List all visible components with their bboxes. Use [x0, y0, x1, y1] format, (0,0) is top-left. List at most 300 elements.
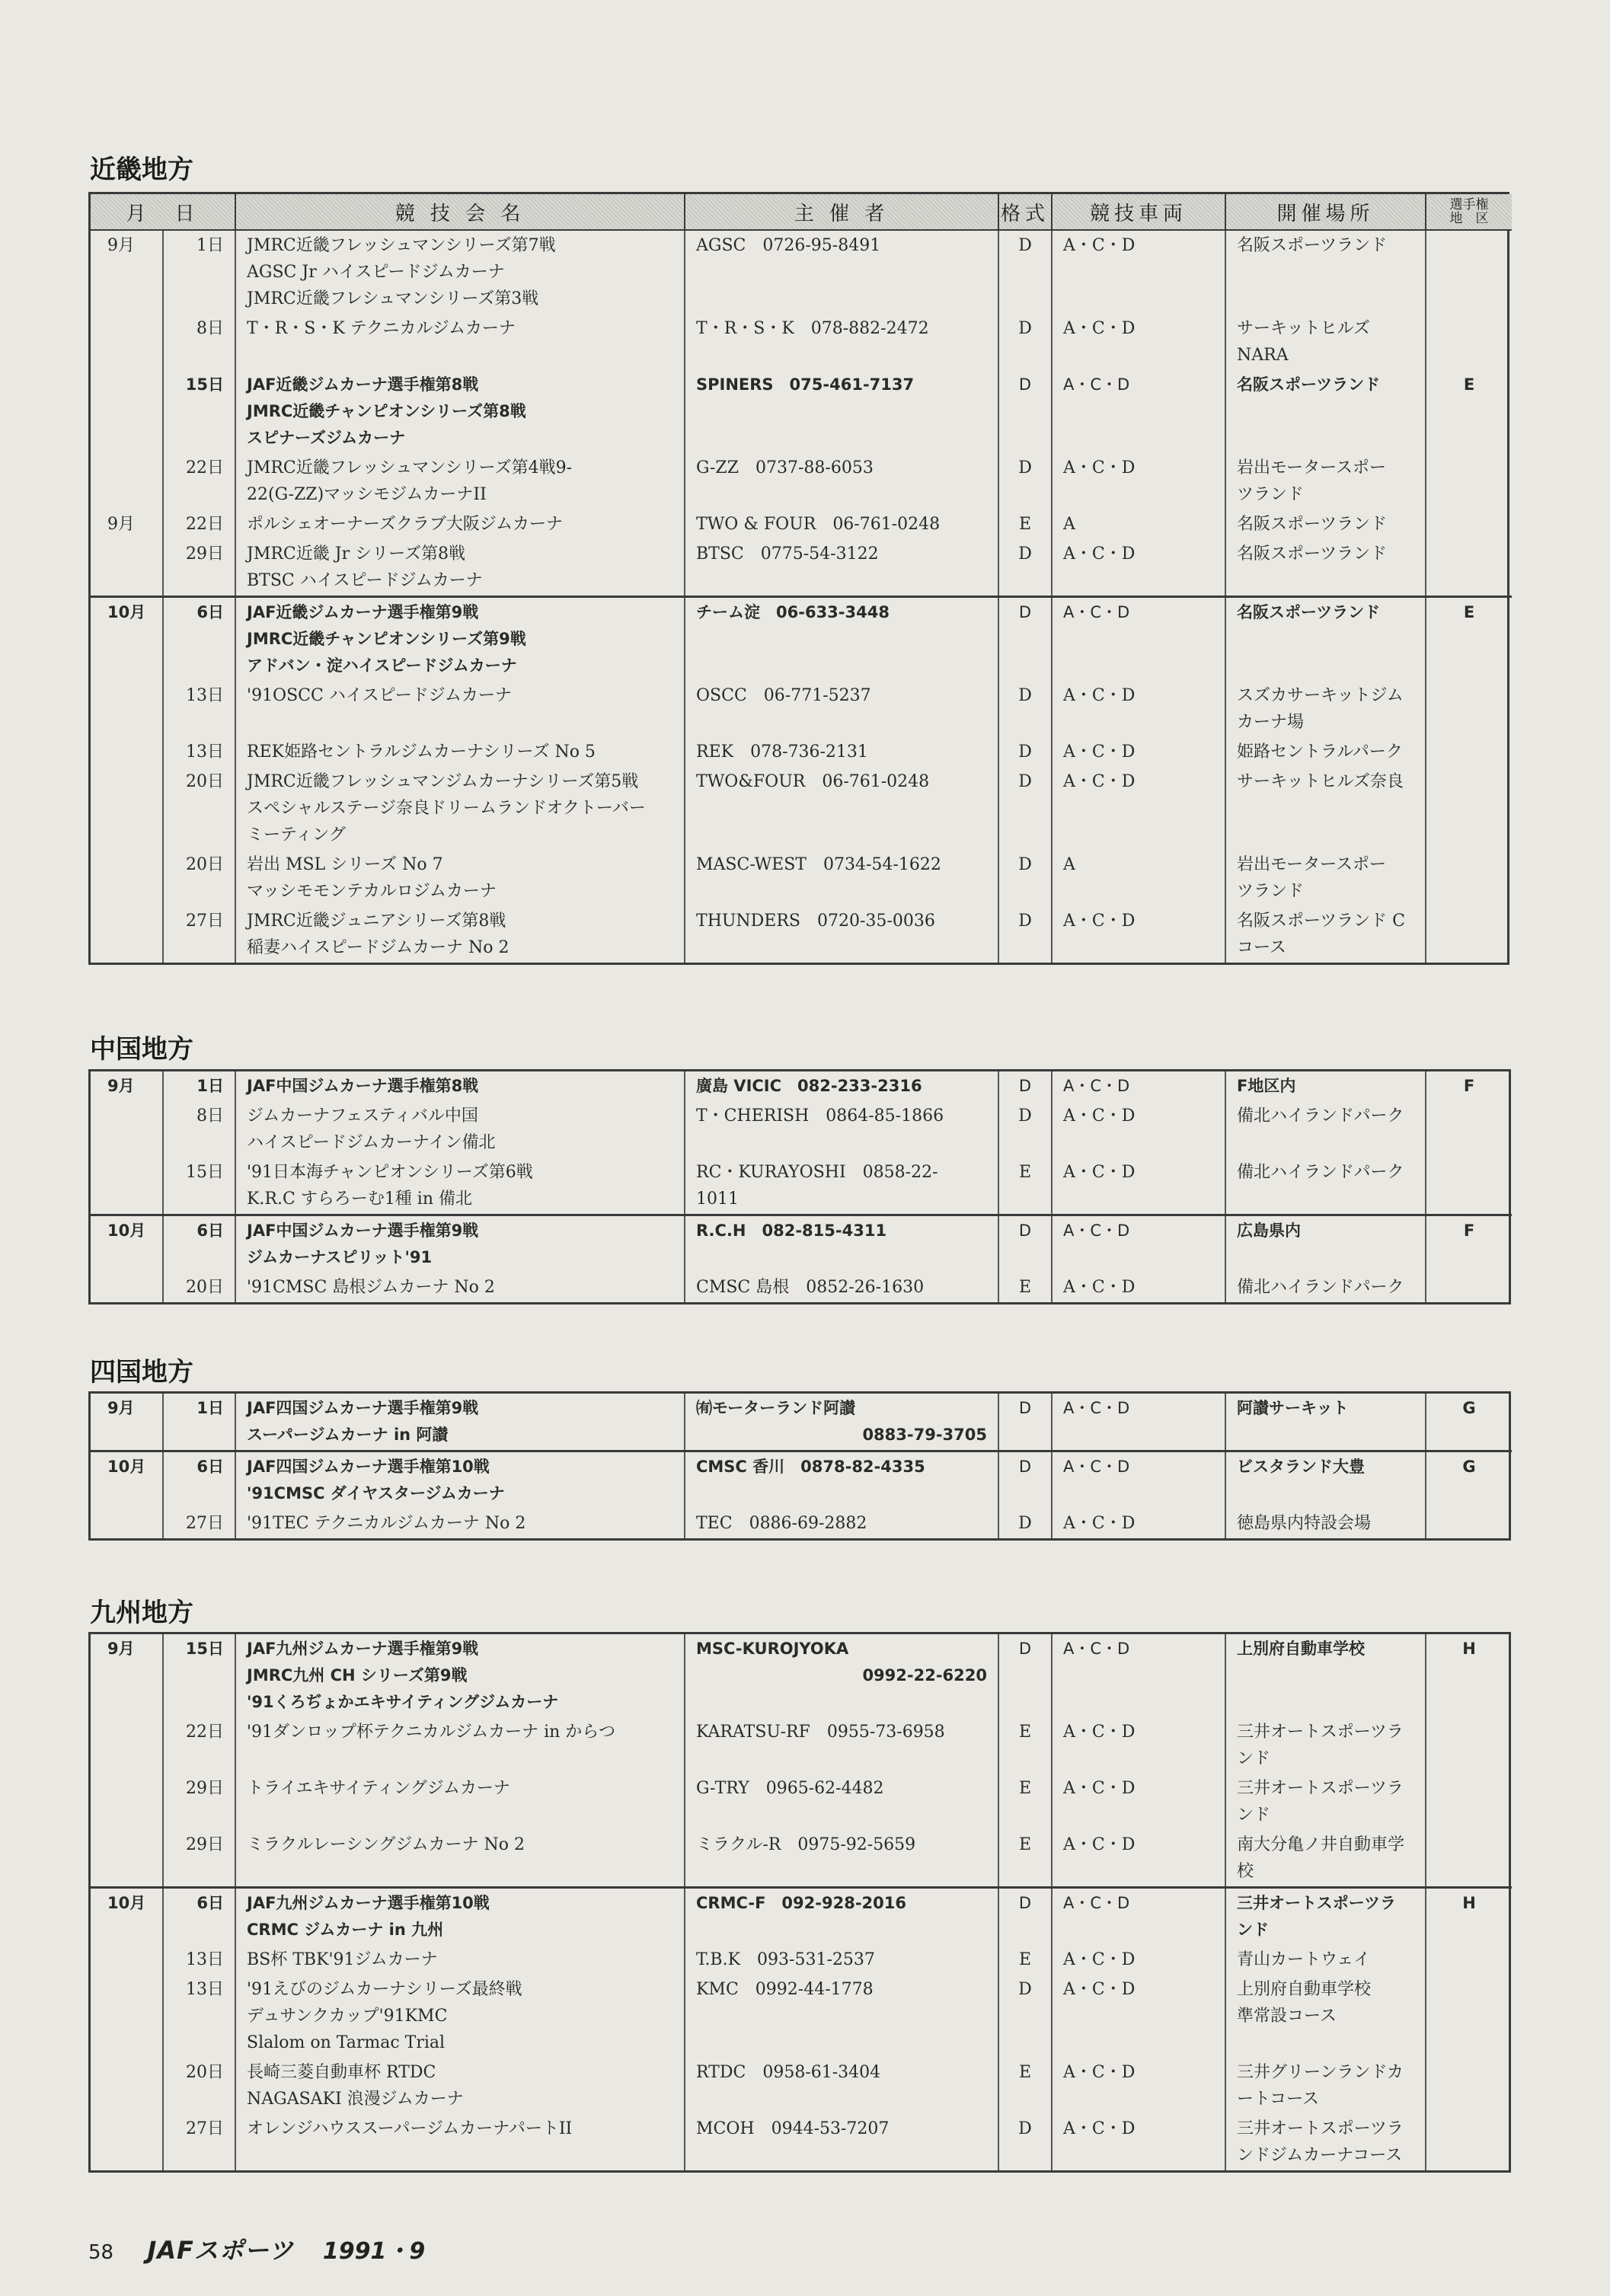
format-cell: D: [998, 1394, 1052, 1451]
organizer-name: REK 078-736-2131: [696, 742, 868, 762]
format-cell: D: [998, 1071, 1052, 1101]
format-cell: D: [998, 1634, 1052, 1717]
venue-cell: 姫路セントラルパーク: [1225, 737, 1426, 767]
month-cell: [91, 906, 163, 963]
day-cell: 8日: [163, 314, 235, 370]
header-row: [91, 194, 1512, 230]
format-cell: D: [998, 737, 1052, 767]
championship-region-cell: E: [1426, 597, 1512, 682]
vehicle-class-cell: A・C・D: [1052, 370, 1225, 453]
organizer-name: CMSC 香川 0878-82-4335: [696, 1458, 925, 1476]
organizer-name: T・CHERISH 0864-85-1866: [696, 1106, 944, 1126]
table-row: [91, 681, 1512, 737]
championship-region-cell: [1426, 906, 1512, 963]
venue-cell: 岩出モータースポー ツランド: [1225, 453, 1426, 509]
organizer-cell: [685, 1975, 998, 2058]
month-cell: 9月: [107, 1399, 135, 1417]
venue-cell: 名阪スポーツランド: [1225, 230, 1426, 314]
month-cell: [91, 370, 163, 453]
organizer-cell: [685, 906, 998, 963]
championship-region-cell: [1426, 2114, 1512, 2170]
table-row: [91, 1215, 1512, 1273]
vehicle-class-cell: A・C・D: [1052, 1101, 1225, 1158]
table-row: [91, 597, 1512, 682]
vehicle-class-cell: A・C・D: [1052, 1774, 1225, 1830]
table-row: [91, 539, 1512, 597]
vehicle-class-cell: A・C・D: [1052, 2114, 1225, 2170]
day-cell: 22日: [163, 1717, 235, 1774]
day-cell: 29日: [163, 539, 235, 597]
championship-region-cell: [1426, 1774, 1512, 1830]
organizer-name: チーム淀 06-633-3448: [696, 603, 890, 621]
table-row: [91, 2114, 1512, 2170]
month-cell: [91, 1101, 163, 1158]
vehicle-class-cell: A・C・D: [1052, 2058, 1225, 2114]
organizer-cell: [685, 1071, 998, 1101]
month-cell: 10月: [91, 1888, 163, 1946]
table-row: [91, 906, 1512, 963]
venue-cell: 名阪スポーツランド: [1225, 509, 1426, 539]
vehicle-class-cell: A・C・D: [1052, 1451, 1225, 1509]
vehicle-class-cell: A・C・D: [1052, 597, 1225, 682]
day-cell: 20日: [163, 767, 235, 850]
organizer-name: CRMC-F 092-928-2016: [696, 1894, 906, 1912]
day-cell: 13日: [163, 1975, 235, 2058]
venue-cell: 備北ハイランドパーク: [1225, 1101, 1426, 1158]
month-cell: [91, 767, 163, 850]
venue-cell: 青山カートウェイ: [1225, 1945, 1426, 1975]
day-cell: 13日: [163, 737, 235, 767]
day-cell: 27日: [163, 2114, 235, 2170]
section-title: 近畿地方: [90, 155, 193, 185]
format-cell: D: [998, 1451, 1052, 1509]
format-cell: E: [998, 1273, 1052, 1302]
month-cell: [91, 314, 163, 370]
organizer-name: BTSC 0775-54-3122: [696, 544, 879, 564]
format-cell: D: [998, 230, 1052, 314]
championship-region-cell: [1426, 681, 1512, 737]
format-cell: D: [998, 453, 1052, 509]
championship-region-cell: [1426, 1273, 1512, 1302]
organizer-name: AGSC 0726-95-8491: [696, 236, 881, 255]
day-cell: 29日: [163, 1830, 235, 1888]
venue-cell: 備北ハイランドパーク: [1225, 1158, 1426, 1215]
championship-region-cell: E: [1426, 370, 1512, 453]
event-name-cell: 長崎三菱自動車杯 RTDC NAGASAKI 浪漫ジムカーナ: [235, 2058, 685, 2114]
vehicle-class-cell: A・C・D: [1052, 1888, 1225, 1946]
vehicle-class-cell: A・C・D: [1052, 737, 1225, 767]
event-name-cell: JAF四国ジムカーナ選手権第9戦 スーパージムカーナ in 阿讃: [235, 1394, 685, 1451]
event-name-cell: JAF四国ジムカーナ選手権第10戦 '91CMSC ダイヤスタージムカーナ: [235, 1451, 685, 1509]
format-cell: D: [998, 906, 1052, 963]
vehicle-class-cell: A・C・D: [1052, 230, 1225, 314]
issue-date: 1991・9: [322, 2238, 426, 2265]
month-cell: [91, 539, 163, 597]
section-title: 四国地方: [90, 1357, 193, 1387]
table-row: [91, 370, 1512, 453]
organizer-name: THUNDERS 0720-35-0036: [696, 912, 935, 931]
championship-region-cell: [1426, 1101, 1512, 1158]
event-name-cell: '91えびのジムカーナシリーズ最終戦 デュサンクカップ'91KMC Slalom on Tarmac Trial: [235, 1975, 685, 2058]
event-name-cell: '91日本海チャンピオンシリーズ第6戦 K.R.C すらろーむ1種 in 備北: [235, 1158, 685, 1215]
championship-region-cell: H: [1426, 1634, 1512, 1717]
format-cell: E: [998, 2058, 1052, 2114]
organizer-name: T・R・S・K 078-882-2472: [696, 319, 929, 338]
championship-region-cell: [1426, 1717, 1512, 1774]
venue-cell: 三井オートスポーツラ ンド: [1225, 1774, 1426, 1830]
venue-cell: サーキットヒルズ奈良: [1225, 767, 1426, 850]
event-name-cell: JAF中国ジムカーナ選手権第8戦: [235, 1071, 685, 1101]
table-row: [91, 737, 1512, 767]
header-event: 競 技 会 名: [235, 194, 685, 230]
vehicle-class-cell: A・C・D: [1052, 767, 1225, 850]
table-row: [91, 1158, 1512, 1215]
format-cell: E: [998, 1945, 1052, 1975]
day-cell: 13日: [163, 1945, 235, 1975]
event-name-cell: BS杯 TBK'91ジムカーナ: [235, 1945, 685, 1975]
organizer-cell: [685, 2058, 998, 2114]
organizer-name: T.B.K 093-531-2537: [696, 1950, 875, 1969]
format-cell: E: [998, 1830, 1052, 1888]
organizer-name: SPINERS 075-461-7137: [696, 375, 915, 394]
event-name-cell: '91OSCC ハイスピードジムカーナ: [235, 681, 685, 737]
organizer-cell: [685, 1215, 998, 1273]
format-cell: D: [998, 597, 1052, 682]
day-cell: 6日: [163, 1215, 235, 1273]
day-cell: 1日: [163, 230, 235, 314]
organizer-cell: [685, 850, 998, 906]
venue-cell: 上別府自動車学校: [1225, 1634, 1426, 1717]
day-cell: 22日: [163, 509, 235, 539]
organizer-name: R.C.H 082-815-4311: [696, 1221, 887, 1240]
month-cell: 9月: [107, 1077, 135, 1095]
venue-cell: サーキットヒルズ NARA: [1225, 314, 1426, 370]
month-cell: [91, 453, 163, 509]
venue-cell: スズカサーキットジム カーナ場: [1225, 681, 1426, 737]
table-row: [91, 314, 1512, 370]
organizer-name: MCOH 0944-53-7207: [696, 2119, 890, 2138]
organizer-name: ㈲モーターランド阿讃: [696, 1399, 856, 1417]
day-cell: 15日: [163, 1634, 235, 1717]
format-cell: D: [998, 1509, 1052, 1538]
month-cell: [91, 1830, 163, 1888]
organizer-cell: [685, 1273, 998, 1302]
organizer-cell: [685, 597, 998, 682]
championship-region-cell: [1426, 1509, 1512, 1538]
format-cell: D: [998, 1101, 1052, 1158]
event-name-cell: JAF九州ジムカーナ選手権第9戦 JMRC九州 CH シリーズ第9戦 '91くろぢょかエキサイティングジムカーナ: [235, 1634, 685, 1717]
month-cell: 10月: [91, 597, 163, 682]
month-cell: 9月: [107, 236, 135, 255]
event-name-cell: JAF近畿ジムカーナ選手権第9戦 JMRC近畿チャンピオンシリーズ第9戦 アドバン・淀ハイスピードジムカーナ: [235, 597, 685, 682]
table-row: [91, 1830, 1512, 1888]
month-cell: 9月: [107, 1640, 135, 1658]
month-cell: 9月: [107, 515, 135, 534]
championship-region-cell: F: [1426, 1215, 1512, 1273]
championship-region-cell: [1426, 230, 1512, 314]
table-row: [91, 1273, 1512, 1302]
magazine-name: JAFスポーツ: [147, 2236, 294, 2265]
championship-region-cell: [1426, 737, 1512, 767]
event-name-cell: JMRC近畿 Jr シリーズ第8戦 BTSC ハイスピードジムカーナ: [235, 539, 685, 597]
event-name-cell: JMRC近畿フレッシュマンジムカーナシリーズ第5戦 スペシャルステージ奈良ドリームランドオクトーバー ミーティング: [235, 767, 685, 850]
organizer-name: G-TRY 0965-62-4482: [696, 1779, 884, 1798]
vehicle-class-cell: A・C・D: [1052, 1717, 1225, 1774]
table-row: [91, 1101, 1512, 1158]
championship-region-cell: [1426, 2058, 1512, 2114]
day-cell: 8日: [163, 1101, 235, 1158]
event-name-cell: JMRC近畿ジュニアシリーズ第8戦 稲妻ハイスピードジムカーナ No 2: [235, 906, 685, 963]
championship-region-cell: [1426, 509, 1512, 539]
vehicle-class-cell: A・C・D: [1052, 1215, 1225, 1273]
event-name-cell: '91ダンロップ杯テクニカルジムカーナ in からつ: [235, 1717, 685, 1774]
organizer-cell: [685, 1888, 998, 1946]
table-row: [91, 767, 1512, 850]
vehicle-class-cell: A・C・D: [1052, 1975, 1225, 2058]
championship-region-cell: [1426, 314, 1512, 370]
header-region: 選手権 地 区: [1426, 194, 1512, 230]
schedule-table: [88, 1391, 1511, 1541]
format-cell: E: [998, 509, 1052, 539]
month-cell: 10月: [91, 1451, 163, 1509]
venue-cell: 徳島県内特設会場: [1225, 1509, 1426, 1538]
day-cell: 15日: [163, 1158, 235, 1215]
section-title: 九州地方: [90, 1598, 193, 1628]
vehicle-class-cell: A・C・D: [1052, 906, 1225, 963]
championship-region-cell: [1426, 1975, 1512, 2058]
championship-region-cell: [1426, 1830, 1512, 1888]
day-cell: 27日: [163, 1509, 235, 1538]
venue-cell: 名阪スポーツランド: [1225, 370, 1426, 453]
month-cell: [91, 850, 163, 906]
header-format: 格式: [998, 194, 1052, 230]
organizer-name: KARATSU-RF 0955-73-6958: [696, 1723, 945, 1742]
vehicle-class-cell: A・C・D: [1052, 1509, 1225, 1538]
schedule-table: [88, 192, 1509, 965]
event-name-cell: JAF九州ジムカーナ選手権第10戦 CRMC ジムカーナ in 九州: [235, 1888, 685, 1946]
organizer-cell: [685, 737, 998, 767]
organizer-cell: [685, 539, 998, 597]
venue-cell: 備北ハイランドパーク: [1225, 1273, 1426, 1302]
championship-region-cell: [1426, 453, 1512, 509]
organizer-name: CMSC 島根 0852-26-1630: [696, 1278, 925, 1297]
vehicle-class-cell: A・C・D: [1052, 539, 1225, 597]
month-cell: [91, 1273, 163, 1302]
organizer-cell: [685, 2114, 998, 2170]
section-title: 中国地方: [90, 1034, 193, 1065]
format-cell: D: [998, 539, 1052, 597]
format-cell: D: [998, 767, 1052, 850]
organizer-name: TWO&FOUR 06-761-0248: [696, 772, 930, 791]
month-cell: [91, 2058, 163, 2114]
vehicle-class-cell: A・C・D: [1052, 681, 1225, 737]
championship-region-cell: [1426, 1158, 1512, 1215]
format-cell: D: [998, 1975, 1052, 2058]
format-cell: D: [998, 850, 1052, 906]
organizer-cell: [685, 681, 998, 737]
vehicle-class-cell: A・C・D: [1052, 1634, 1225, 1717]
event-name-cell: T・R・S・K テクニカルジムカーナ: [235, 314, 685, 370]
venue-cell: 三井オートスポーツラ ンドジムカーナコース: [1225, 2114, 1426, 2170]
organizer-cell: [685, 1394, 998, 1451]
venue-cell: 南大分亀ノ井自動車学 校: [1225, 1830, 1426, 1888]
venue-cell: 阿讃サーキット: [1225, 1394, 1426, 1451]
venue-cell: ビスタランド大豊: [1225, 1451, 1426, 1509]
event-name-cell: JAF近畿ジムカーナ選手権第8戦 JMRC近畿チャンピオンシリーズ第8戦 スピナーズジムカーナ: [235, 370, 685, 453]
format-cell: D: [998, 681, 1052, 737]
organizer-name: ミラクル-R 0975-92-5659: [696, 1835, 916, 1854]
table-row: [91, 1451, 1512, 1509]
venue-cell: 上別府自動車学校 準常設コース: [1225, 1975, 1426, 2058]
table-row: [91, 1634, 1512, 1717]
header-date: 月 日: [91, 194, 235, 230]
venue-cell: 名阪スポーツランド C コース: [1225, 906, 1426, 963]
month-cell: [91, 1945, 163, 1975]
month-cell: [91, 1509, 163, 1538]
day-cell: 13日: [163, 681, 235, 737]
table-row: [91, 1717, 1512, 1774]
table-row: [91, 850, 1512, 906]
month-cell: [91, 2114, 163, 2170]
event-name-cell: '91CMSC 島根ジムカーナ No 2: [235, 1273, 685, 1302]
organizer-name: OSCC 06-771-5237: [696, 686, 871, 705]
championship-region-cell: [1426, 1945, 1512, 1975]
format-cell: D: [998, 314, 1052, 370]
event-name-cell: ポルシェオーナーズクラブ大阪ジムカーナ: [235, 509, 685, 539]
venue-cell: 岩出モータースポー ツランド: [1225, 850, 1426, 906]
day-cell: 6日: [163, 597, 235, 682]
organizer-cell: [685, 1717, 998, 1774]
event-name-cell: JMRC近畿フレッシュマンシリーズ第7戦 AGSC Jr ハイスピードジムカーナ JMRC近畿フレシュマンシリーズ第3戦: [235, 230, 685, 314]
organizer-cell: [685, 314, 998, 370]
venue-cell: 三井オートスポーツラ ンド: [1225, 1888, 1426, 1946]
event-name-cell: ジムカーナフェスティバル中国 ハイスピードジムカーナイン備北: [235, 1101, 685, 1158]
day-cell: 6日: [163, 1451, 235, 1509]
day-cell: 15日: [163, 370, 235, 453]
month-cell: [91, 737, 163, 767]
header-cars: 競技車両: [1052, 194, 1225, 230]
event-name-cell: オレンジハウススーパージムカーナパートII: [235, 2114, 685, 2170]
format-cell: D: [998, 2114, 1052, 2170]
format-cell: E: [998, 1158, 1052, 1215]
organizer-name: 廣島 VICIC 082-233-2316: [696, 1077, 922, 1095]
format-cell: D: [998, 1888, 1052, 1946]
table-row: [91, 1975, 1512, 2058]
table-row: [91, 1945, 1512, 1975]
organizer-cell: [685, 230, 998, 314]
organizer-name: TEC 0886-69-2882: [696, 1514, 867, 1533]
table-row: [91, 2058, 1512, 2114]
vehicle-class-cell: A・C・D: [1052, 1158, 1225, 1215]
day-cell: 6日: [163, 1888, 235, 1946]
event-name-cell: JAF中国ジムカーナ選手権第9戦 ジムカーナスピリット'91: [235, 1215, 685, 1273]
organizer-cell: [685, 1774, 998, 1830]
championship-region-cell: F: [1426, 1071, 1512, 1101]
table-row: [91, 1509, 1512, 1538]
vehicle-class-cell: A・C・D: [1052, 1945, 1225, 1975]
organizer-cell: [685, 767, 998, 850]
championship-region-cell: [1426, 850, 1512, 906]
table-row: [91, 1774, 1512, 1830]
event-name-cell: '91TEC テクニカルジムカーナ No 2: [235, 1509, 685, 1538]
schedule-table: [88, 1632, 1511, 2173]
venue-cell: 広島県内: [1225, 1215, 1426, 1273]
table-row: [91, 453, 1512, 509]
event-name-cell: REK姫路セントラルジムカーナシリーズ No 5: [235, 737, 685, 767]
championship-region-cell: G: [1426, 1451, 1512, 1509]
championship-region-cell: G: [1426, 1394, 1512, 1451]
organizer-cell: [685, 1945, 998, 1975]
organizer-cell: [685, 1509, 998, 1538]
vehicle-class-cell: A・C・D: [1052, 1273, 1225, 1302]
page-number: 58: [88, 2241, 114, 2264]
organizer-cell: [685, 509, 998, 539]
vehicle-class-cell: A・C・D: [1052, 314, 1225, 370]
event-name-cell: トライエキサイティングジムカーナ: [235, 1774, 685, 1830]
vehicle-class-cell: A・C・D: [1052, 1830, 1225, 1888]
schedule-table: [88, 1069, 1511, 1304]
vehicle-class-cell: A・C・D: [1052, 1394, 1225, 1451]
month-cell: [91, 1774, 163, 1830]
venue-cell: 三井グリーンランドカ ートコース: [1225, 2058, 1426, 2114]
table-row: [91, 230, 1512, 314]
event-name-cell: ミラクルレーシングジムカーナ No 2: [235, 1830, 685, 1888]
month-cell: [91, 1717, 163, 1774]
organizer-phone: 0883-79-3705: [862, 1426, 987, 1444]
day-cell: 20日: [163, 2058, 235, 2114]
month-cell: 10月: [91, 1215, 163, 1273]
organizer-cell: [685, 453, 998, 509]
organizer-name: MSC-KUROJYOKA: [696, 1640, 849, 1658]
table-row: [91, 1888, 1512, 1946]
event-name-cell: JMRC近畿フレッシュマンシリーズ第4戦9- 22(G-ZZ)マッシモジムカーナII: [235, 453, 685, 509]
organizer-phone: 0992-22-6220: [862, 1666, 987, 1684]
organizer-name: TWO & FOUR 06-761-0248: [696, 515, 941, 534]
venue-cell: F地区内: [1225, 1071, 1426, 1101]
format-cell: E: [998, 1717, 1052, 1774]
month-cell: [91, 681, 163, 737]
day-cell: 20日: [163, 850, 235, 906]
vehicle-class-cell: A・C・D: [1052, 453, 1225, 509]
vehicle-class-cell: A: [1052, 509, 1225, 539]
organizer-name: KMC 0992-44-1778: [696, 1980, 874, 1999]
championship-region-cell: H: [1426, 1888, 1512, 1946]
format-cell: D: [998, 1215, 1052, 1273]
day-cell: 1日: [163, 1071, 235, 1101]
page-footer: [88, 2231, 425, 2266]
organizer-cell: [685, 1451, 998, 1509]
event-name-cell: 岩出 MSL シリーズ No 7 マッシモモンテカルロジムカーナ: [235, 850, 685, 906]
organizer-cell: [685, 1158, 998, 1215]
table-row: [91, 1394, 1512, 1451]
organizer-name: RTDC 0958-61-3404: [696, 2063, 881, 2082]
vehicle-class-cell: A: [1052, 850, 1225, 906]
day-cell: 1日: [163, 1394, 235, 1451]
month-cell: [91, 1158, 163, 1215]
organizer-cell: [685, 370, 998, 453]
venue-cell: 名阪スポーツランド: [1225, 597, 1426, 682]
vehicle-class-cell: A・C・D: [1052, 1071, 1225, 1101]
header-organizer: 主 催 者: [685, 194, 998, 230]
table-row: [91, 1071, 1512, 1101]
header-venue: 開催場所: [1225, 194, 1426, 230]
day-cell: 29日: [163, 1774, 235, 1830]
organizer-cell: [685, 1634, 998, 1717]
venue-cell: 三井オートスポーツラ ンド: [1225, 1717, 1426, 1774]
day-cell: 22日: [163, 453, 235, 509]
championship-region-cell: [1426, 767, 1512, 850]
month-cell: [91, 1975, 163, 2058]
